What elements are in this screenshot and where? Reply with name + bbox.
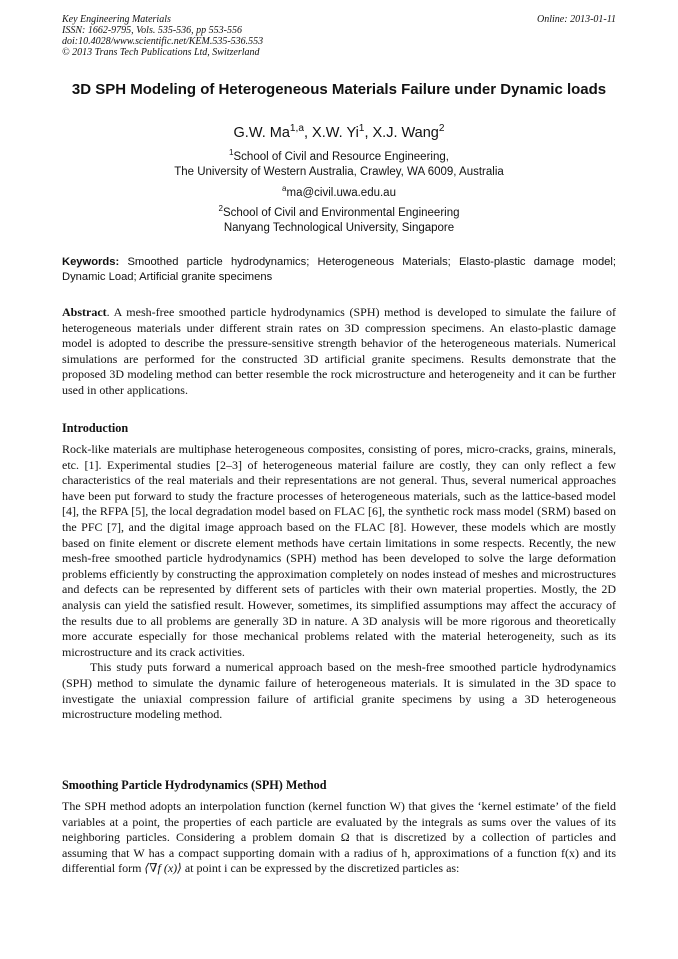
paragraph-text: at point i can be expressed by the discretized particles as: [181, 861, 460, 876]
keywords [62, 255, 616, 285]
paragraph: Rock-like materials are multiphase heterogeneous composites, consisting of pores, micro-cracks, grains, minerals, etc. [1]. Experimental studies [2–3] of heterogeneous material failure are costly, they can only reflect a few characteristics of the real materials and their representations are not general. Thus, several numerical approaches have been put forward to study the fracture processes of heterogeneous materials, such as the lattice-based model [4], the RFPA [5], the local degradation model based on FLAC [6], the synthetic rock mass model (SRM) based on the PFC [7], and the digital image approach based on the FLAC [8]. However, these models which are mostly based on finite element or discrete element methods have certain limitations in some respects. Recently, the new mesh-free smoothed particle hydrodynamics (SPH) method has been developed to solve the large deformation problems efficiently by constructing the approximation completely on nodes instead of meshes and microstructures and defects can be represented by different sets of particles with their own material properties. Mostly, the 2D analysis can yield the satisfied result. However, sometimes, its simplified assumptions may affect the accuracy of the results due to all problems are generally 3D in nature. A 3D analysis will be more rigorous and theoretically more accurate especially for those mechanical problems related with the material heterogeneity, such as its microstructure and its crack activities. [62, 442, 616, 659]
author-list [62, 124, 616, 142]
affiliation-line: School of Civil and Resource Engineering, [233, 151, 449, 163]
author-name: , X.J. Wang [364, 125, 439, 141]
copyright-line: © 2013 Trans Tech Publications Ltd, Switzerland [62, 47, 260, 58]
keywords-label: Keywords: [62, 256, 120, 268]
section-heading-introduction: Introduction [62, 421, 129, 435]
doi-line: doi:10.4028/www.scientific.net/KEM.535-536.553 [62, 36, 264, 47]
math-expression: ⟨∇f (x)⟩ [144, 861, 182, 876]
introduction-body [62, 442, 616, 723]
email-address: ma@civil.uwa.edu.au [286, 187, 396, 199]
affiliation-superscript: 1 [229, 148, 234, 158]
journal-name: Key Engineering Materials [62, 14, 171, 25]
paragraph-text: The SPH method adopts an interpolation function (kernel function W) that gives the ‘kernel estimate’ of the field variables at a point, the properties of each particle are evaluated by the integrals as sums over the values of its neighboring particles. Considering a problem domain Ω that is discretized by a collection of particles and assuming that W has a compact supporting domain with a radius of h, approximations of a function f(x) and its differential form [62, 799, 616, 876]
affiliation-line: School of Civil and Environmental Engineering [222, 207, 460, 219]
issn-line: ISSN: 1662-9795, Vols. 535-536, pp 553-556 [62, 25, 242, 36]
online-date: Online: 2013-01-11 [537, 14, 616, 25]
keywords-text: Smoothed particle hydrodynamics; Heterogeneous Materials; Elasto-plastic damage model; Dynamic Load; Artificial granite specimens [62, 256, 616, 283]
author-name: , X.W. Yi [304, 125, 359, 141]
section-heading-sph: Smoothing Particle Hydrodynamics (SPH) Method [62, 778, 327, 792]
affiliation-1 [62, 150, 616, 180]
paragraph: This study puts forward a numerical approach based on the mesh-free smoothed particle hydrodynamics (SPH) method to simulate the dynamic failure of heterogeneous materials. It is simulated in the 3D space to investigate the uniaxial compression failure of artificial granite specimens by using a 3D heterogeneous microstructure modeling method. [62, 660, 616, 722]
abstract [62, 305, 616, 399]
journal-header [62, 14, 616, 58]
affiliation-line: Nanyang Technological University, Singapore [223, 222, 455, 234]
abstract-text: . A mesh-free smoothed particle hydrodynamics (SPH) method is developed to simulate the failure of heterogeneous materials under different strain rates on 3D compression specimens. An elasto-plastic damage model is adopted to describe the pressure-sensitive strength behavior of the heterogeneous materials. Numerical simulations are performed for the constructed 3D artificial granite specimens. Results demonstrate that the proposed 3D modeling method can better resemble the rock microstructure and heterogeneity and it can be further used in other applications. [62, 305, 616, 397]
affiliation-2 [62, 206, 616, 236]
abstract-label: Abstract [62, 305, 107, 319]
paragraph [62, 799, 616, 877]
sph-body [62, 799, 616, 877]
author-name: G.W. Ma [233, 125, 290, 141]
author-superscript: 2 [438, 123, 445, 135]
affiliation-superscript: 2 [218, 204, 223, 214]
author-superscript: 1,a [289, 123, 304, 135]
email-superscript: a [282, 184, 287, 194]
affiliation-line: The University of Western Australia, Crawley, WA 6009, Australia [174, 166, 504, 178]
paper-title: 3D SPH Modeling of Heterogeneous Materials Failure under Dynamic loads [71, 81, 607, 98]
email [62, 186, 616, 201]
author-superscript: 1 [358, 123, 365, 135]
